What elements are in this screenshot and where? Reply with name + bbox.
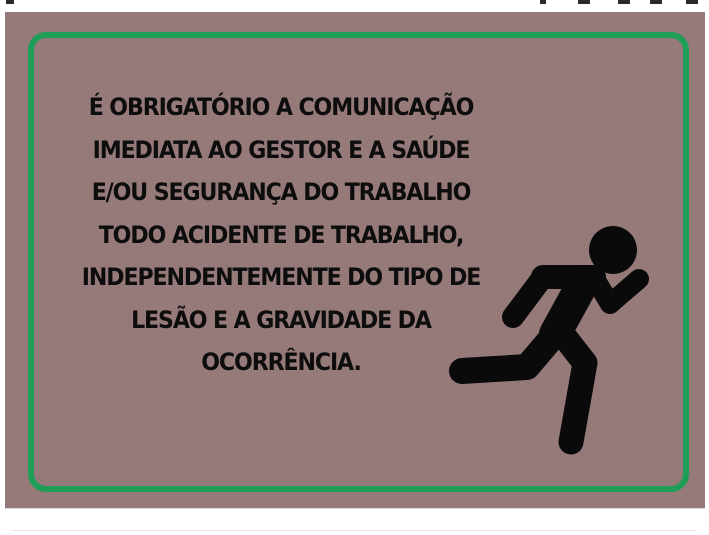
toolbar-glyph — [6, 0, 14, 4]
toolbar-icon[interactable] — [686, 0, 698, 4]
divider — [12, 530, 697, 531]
toolbar-icon[interactable] — [578, 0, 590, 4]
running-person-icon — [447, 217, 662, 457]
bottom-strip — [0, 510, 709, 535]
notice-text: É OBRIGATÓRIO A COMUNICAÇÃO IMEDIATA AO GESTOR E A SAÚDE E/OU SEGURANÇA DO TRABALHO TODO ACIDENTE DE TRABALHO, INDEPENDENTEMENTE DO TIPO DE LESÃO E A GRAVIDADE DA OCORRÊNCIA. — [81, 93, 481, 376]
toolbar-icon[interactable] — [618, 0, 630, 4]
toolbar-glyph — [540, 0, 546, 4]
top-toolbar-strip — [0, 0, 709, 12]
toolbar-icon[interactable] — [650, 0, 662, 4]
slide-canvas[interactable] — [5, 12, 705, 509]
